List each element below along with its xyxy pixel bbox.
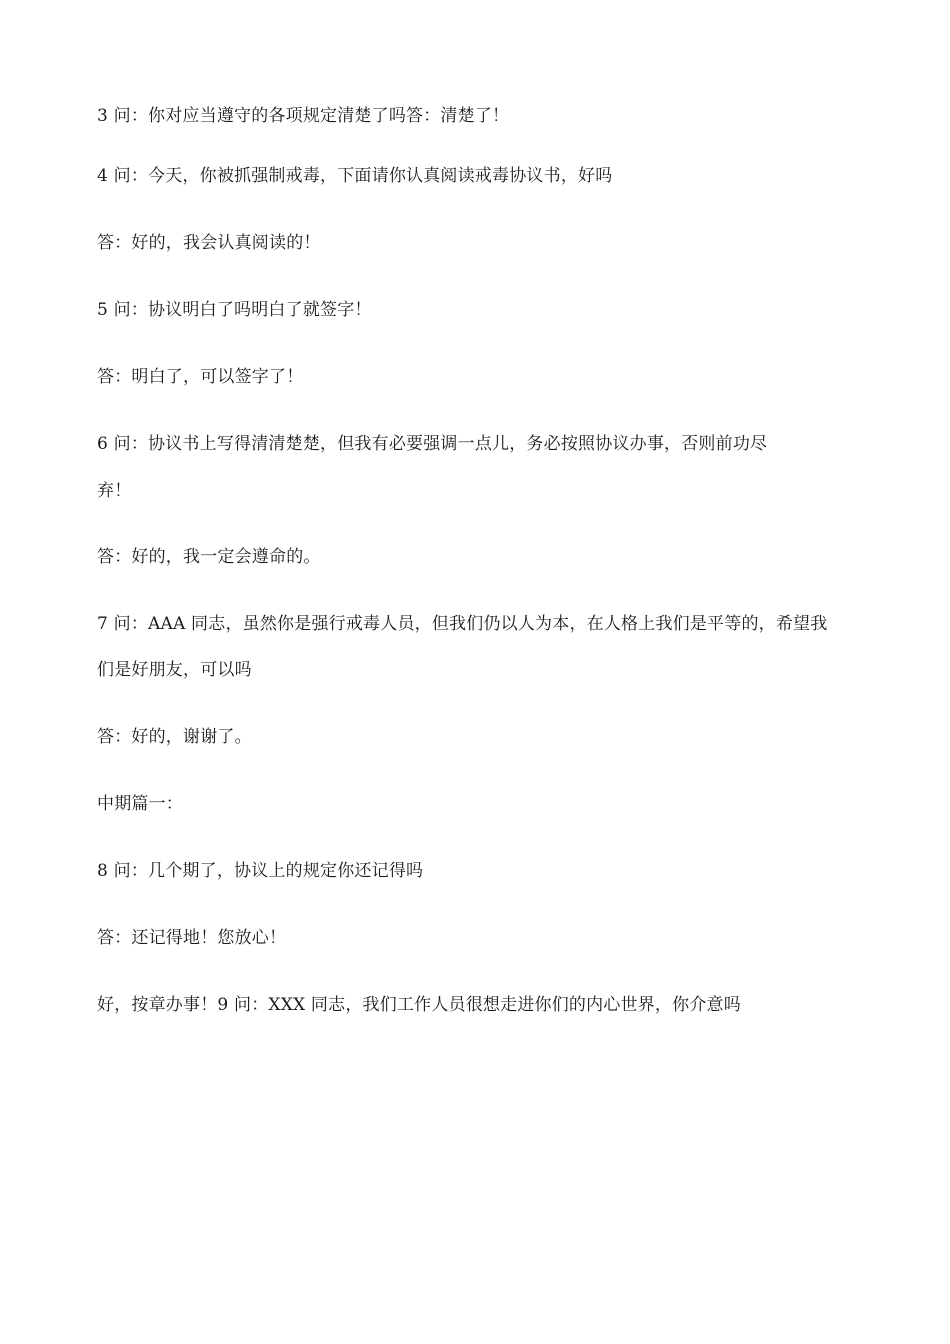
paragraph-q7-line1: 7 问：AAA 同志，虽然你是强行戒毒人员，但我们仍以人为本，在人格上我们是平等的，希望我	[97, 614, 828, 634]
paragraph-q8: 8 问：几个期了，协议上的规定你还记得吗	[97, 861, 424, 881]
paragraph-q6-line1: 6 问：协议书上写得清清楚楚，但我有必要强调一点儿，务必按照协议办事，否则前功尽	[97, 434, 768, 454]
paragraph-q3: 3 问：你对应当遵守的各项规定清楚了吗答：清楚了！	[97, 106, 510, 126]
section-heading-midterm: 中期篇一：	[97, 794, 183, 814]
paragraph-q9: 好，按章办事！9 问：XXX 同志，我们工作人员很想走进你们的内心世界，你介意吗	[97, 995, 741, 1015]
paragraph-q4: 4 问：今天，你被抓强制戒毒，下面请你认真阅读戒毒协议书，好吗	[97, 166, 613, 186]
paragraph-a8: 答：还记得地！您放心！	[97, 928, 287, 948]
paragraph-a5: 答：明白了，可以签字了！	[97, 367, 304, 387]
paragraph-a6: 答：好的，我一定会遵命的。	[97, 547, 321, 567]
paragraph-q6-line2: 弃！	[97, 481, 132, 501]
paragraph-a7: 答：好的，谢谢了。	[97, 727, 252, 747]
paragraph-a4: 答：好的，我会认真阅读的！	[97, 233, 321, 253]
paragraph-q7-line2: 们是好朋友，可以吗	[97, 660, 252, 680]
paragraph-q5: 5 问：协议明白了吗明白了就签字！	[97, 300, 372, 320]
